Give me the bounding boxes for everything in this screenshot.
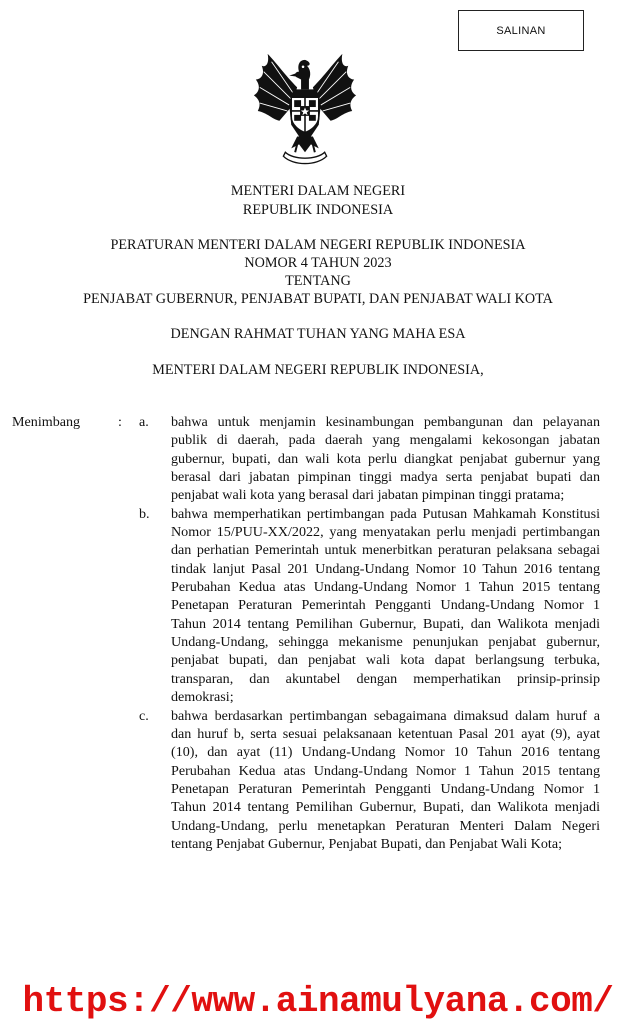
considering-item-a xyxy=(0,413,636,505)
item-text: bahwa untuk menjamin kesinambungan pembangunan dan pelayanan publik di daerah, pada daerah yang mengalami kekosongan jabatan gubernur, bupati, dan wali kota perlu diangkat penjabat gubernur yang berasal dari jabatan pimpinan tinggi madya serta penjabat bupati dan penjabat wali kota yang berasal dari jabatan pimpinan tinggi pratama; xyxy=(171,414,600,504)
salinan-stamp xyxy=(458,10,584,51)
item-text: bahwa berdasarkan pertimbangan sebagaimana dimaksud dalam huruf a dan huruf b, serta sesuai pelaksanaan ketentuan Pasal 201 ayat (9), ayat (10), dan ayat (11) Undang-Undang Nomor 10 Tahun 2016 tentang Perubahan Kedua atas Undang-Undang Nomor 1 Tahun 2015 tentang Penetapan Peraturan Pemerintah Pengganti Undang-Undang Nomor 1 Tahun 2014 tentang Pemilihan Gubernur, Bupati, dan Walikota menjadi Undang-Undang, perlu menetapkan Peraturan Menteri Dalam Negeri tentang Penjabat Gubernur, Penjabat Bupati, dan Penjabat Wali Kota; xyxy=(171,707,600,852)
regulation-about: TENTANG xyxy=(285,273,351,289)
regulation-subject: PENJABAT GUBERNUR, PENJABAT BUPATI, DAN PENJABAT WALI KOTA xyxy=(83,291,553,307)
considering-section xyxy=(0,413,636,853)
considering-colon: : xyxy=(118,414,122,430)
considering-label: Menimbang xyxy=(12,414,81,430)
regulation-title: PERATURAN MENTERI DALAM NEGERI REPUBLIK INDONESIA xyxy=(110,237,526,253)
considering-item-b xyxy=(0,505,636,707)
stamp-text: SALINAN xyxy=(496,24,546,37)
blessing-line: DENGAN RAHMAT TUHAN YANG MAHA ESA xyxy=(170,326,466,342)
website-watermark: https://www.ainamulyana.com/ xyxy=(22,981,614,1022)
garuda-emblem-icon xyxy=(246,50,364,168)
item-marker: c. xyxy=(139,707,149,724)
item-marker: b. xyxy=(139,505,150,522)
regulation-number: NOMOR 4 TAHUN 2023 xyxy=(244,255,392,271)
item-text: bahwa memperhatikan pertimbangan pada Putusan Mahkamah Konstitusi Nomor 15/PUU-XX/2022, yang menyatakan perlu menjadi pertimbangan dan perhatian Pemerintah untuk menerbitkan peraturan pelaksana sebagai tindak lanjut Pasal 201 Undang-Undang Nomor 10 Tahun 2016 tentang Perubahan Kedua atas Undang-Undang Nomor 1 Tahun 2015 tentang Penetapan Peraturan Pemerintah Pengganti Undang-Undang Nomor 1 Tahun 2014 tentang Pemilihan Gubernur, Bupati, dan Walikota menjadi Undang-Undang, sehingga mekanisme penunjukan penjabat gubernur, penjabat bupati, dan penjabat wali kota dapat berlangsung terbuka, transparan, dan akuntabel dengan memperhatikan prinsip-prinsip demokrasi; xyxy=(171,505,600,706)
item-marker: a. xyxy=(139,414,149,430)
considering-item-c xyxy=(0,707,636,854)
issuer-line: MENTERI DALAM NEGERI REPUBLIK INDONESIA, xyxy=(152,362,484,378)
minister-title: MENTERI DALAM NEGERI xyxy=(230,183,406,199)
country-title: REPUBLIK INDONESIA xyxy=(242,202,394,218)
